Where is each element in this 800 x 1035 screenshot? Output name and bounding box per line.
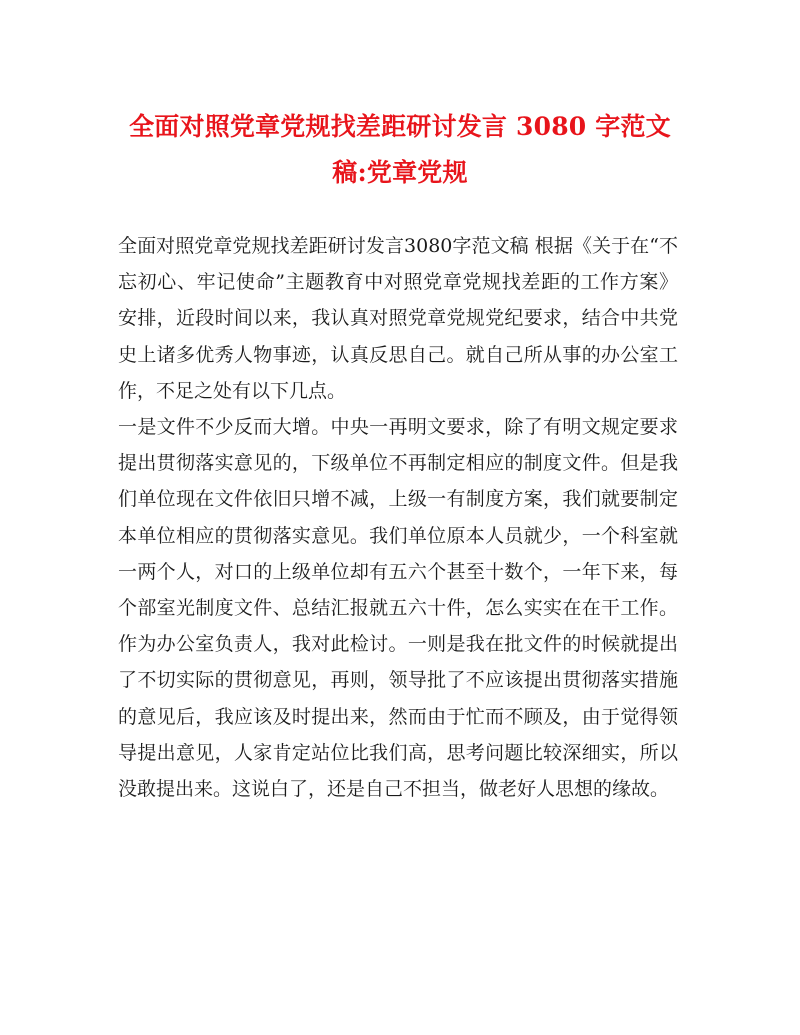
document-title: 全面对照党章党规找差距研讨发言 3080 字范文稿:党章党规 [129, 112, 671, 187]
paragraph-point-one: 一是文件不少反而大增。中央一再明文要求，除了有明文规定要求提出贯彻落实意见的，下级单位不再制定相应的制度文件。但是我们单位现在文件依旧只增不减，上级一有制度方案，我们就要制定本单位相应的贯彻落实意见。我们单位原本人员就少，一个科室就一两个人，对口的上级单位却有五六个甚至十数个，一年下来，每个部室光制度文件、总结汇报就五六十件，怎么实实在在干工作。作为办公室负责人，我对此检讨。一则是我在批文件的时候就提出了不切实际的贯彻意见，再则，领导批了不应该提出贯彻落实措施的意见后，我应该及时提出来，然而由于忙而不顾及，由于觉得领导提出意见，人家肯定站位比我们高，思考问题比较深细实，所以没敢提出来。这说白了，还是自己不担当，做老好人思想的缘故。 [118, 416, 678, 801]
document-body [118, 228, 678, 807]
paragraph-intro: 全面对照党章党规找差距研讨发言3080字范文稿 根据《关于在“不忘初心、牢记使命”主题教育中对照党章党规找差距的工作方案》安排，近段时间以来，我认真对照党章党规党纪要求，结合中共党史上诸多优秀人物事迹，认真反思自己。就自己所从事的办公室工作，不足之处有以下几点。 [118, 235, 678, 402]
